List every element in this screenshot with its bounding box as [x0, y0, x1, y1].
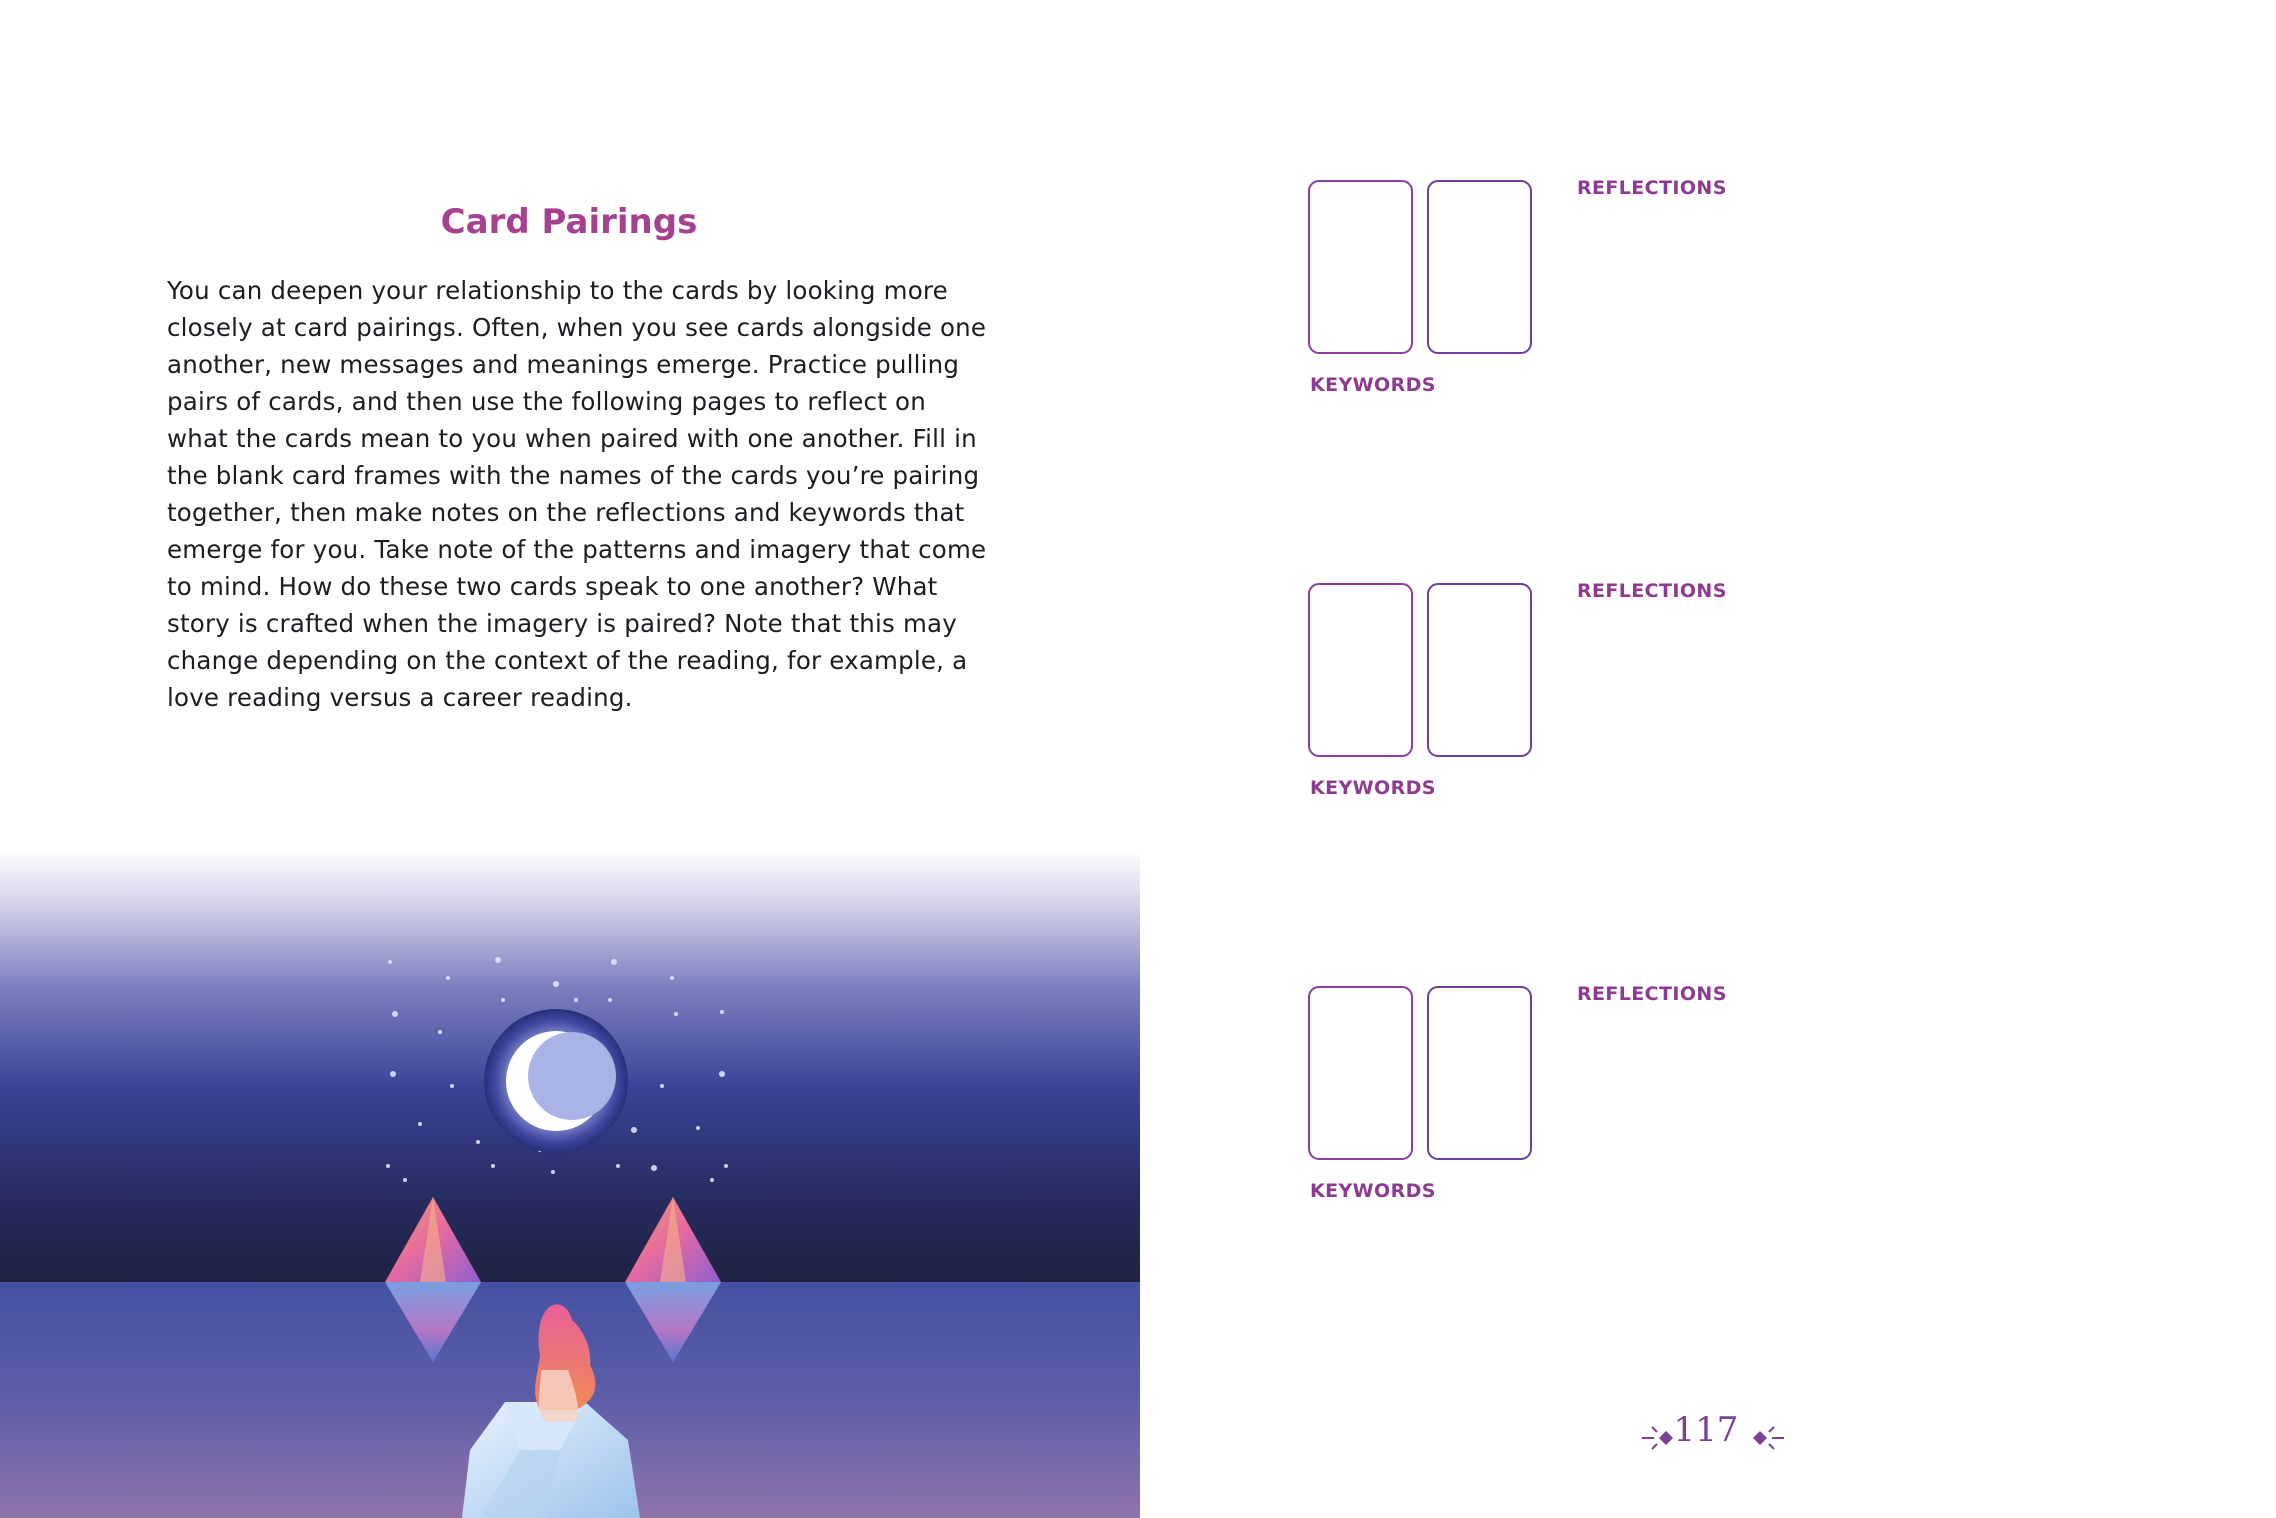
pairing-block-3 [1307, 987, 2112, 1342]
card-frame-right[interactable] [1428, 181, 1531, 353]
card-frame-left[interactable] [1309, 181, 1412, 353]
keywords-label-2: KEYWORDS [1310, 777, 1436, 799]
reflections-label-3: REFLECTIONS [1577, 983, 1727, 1005]
reflections-label-2: REFLECTIONS [1577, 580, 1727, 602]
keywords-label-3: KEYWORDS [1310, 1180, 1436, 1202]
page-number: 117 [1673, 1410, 1739, 1450]
card-frame-left[interactable] [1309, 987, 1412, 1159]
card-frame-right[interactable] [1428, 987, 1531, 1159]
card-frame-left[interactable] [1309, 584, 1412, 756]
intro-paragraph: You can deepen your relationship to the cards by looking more closely at card pairings. Often, when you see cards alongside one another, new messages and meanings emerge. Practice pulling pairs of cards, and then use the following pages to reflect on what the cards mean to you when paired with one another. Fill in the blank card frames with the names of the cards you’re pairing together, then make notes on the reflections and keywords that emerge for you. Take note of the patterns and imagery that come to mind. How do these two cards speak to one another? What story is crafted when the imagery is paired? Note that this may change depending on the context of the reading, for example, a love reading versus a career reading. [167, 276, 987, 712]
reflections-label-1: REFLECTIONS [1577, 177, 1727, 199]
card-frame-right[interactable] [1428, 584, 1531, 756]
pairing-block-2 [1307, 584, 2112, 939]
pairing-block-1 [1307, 181, 2112, 536]
right-sparkle-ornament [1753, 1427, 1784, 1449]
page-title: Card Pairings [440, 202, 698, 242]
keywords-label-1: KEYWORDS [1310, 374, 1436, 396]
